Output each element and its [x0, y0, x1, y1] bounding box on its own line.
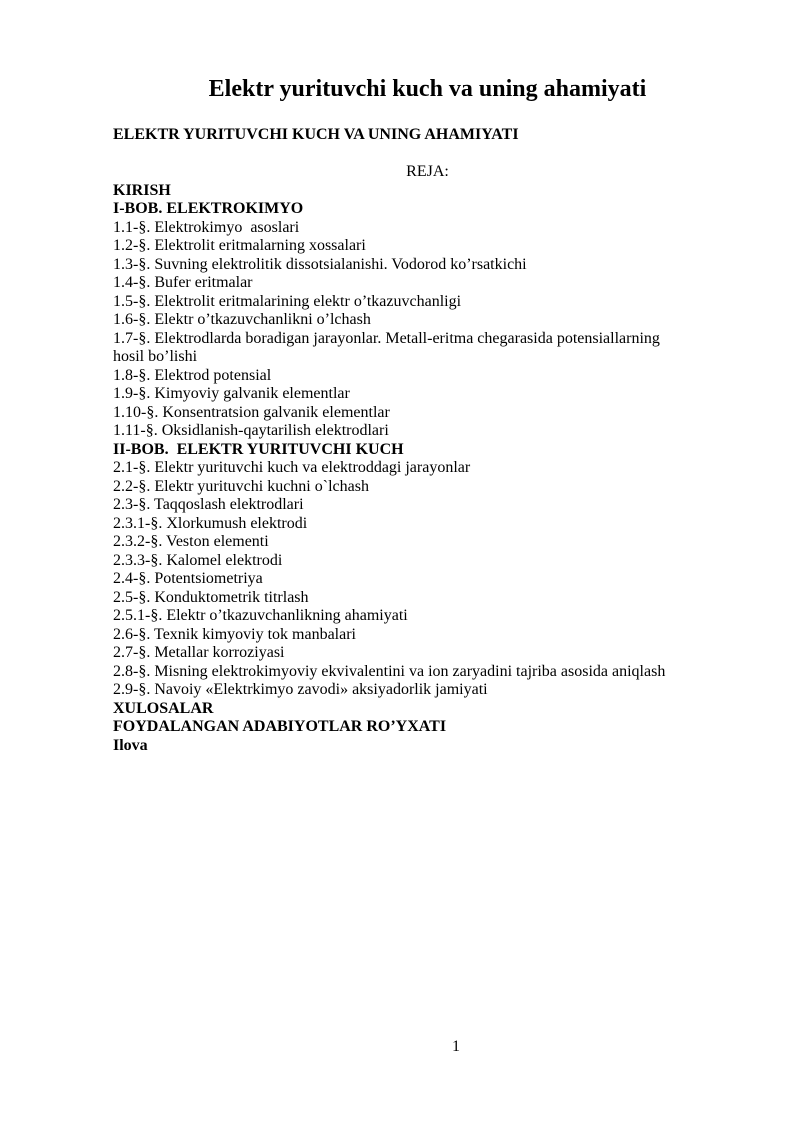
- toc-item: 1.7-§. Elektrodlarda boradigan jarayonlar. Metall-eritma chegarasida potensiallarning hosil bo’lishi: [113, 329, 664, 365]
- toc-item: 2.7-§. Metallar korroziyasi: [113, 644, 285, 661]
- toc-item: 1.3-§. Suvning elektrolitik dissotsialanishi. Vodorod ko’rsatkichi: [113, 255, 527, 273]
- toc-item: 2.3-§. Taqqoslash elektrodlari: [113, 496, 304, 513]
- document-title: Elektr yurituvchi kuch va uning ahamiyati: [208, 76, 647, 102]
- toc-item: 2.9-§. Navoiy «Elektrkimyo zavodi» aksiyadorlik jamiyati: [113, 681, 488, 698]
- toc-item: 2.1-§. Elektr yurituvchi kuch va elektroddagi jarayonlar: [113, 459, 471, 476]
- toc-item: 2.5-§. Konduktometrik titrlash: [113, 588, 309, 606]
- toc-item: 1.9-§. Kimyoviy galvanik elementlar: [113, 385, 350, 402]
- toc-item: 2.3.3-§. Kalomel elektrodi: [113, 551, 283, 569]
- document-heading: ELEKTR YURITUVCHI KUCH VA UNING AHAMIYATI: [113, 126, 519, 143]
- toc-item: Ilova: [113, 736, 148, 754]
- toc-list: [113, 182, 685, 756]
- toc-item: II-BOB. ELEKTR YURITUVCHI KUCH: [113, 440, 404, 458]
- toc-item: 1.6-§. Elektr o’tkazuvchanlikni o’lchash: [113, 311, 371, 328]
- toc-item: 1.11-§. Oksidlanish-qaytarilish elektrodlari: [113, 422, 389, 439]
- toc-item: 1.5-§. Elektrolit eritmalarining elektr o’tkazuvchanligi: [113, 292, 462, 310]
- toc-item: 2.2-§. Elektr yurituvchi kuchni o`lchash: [113, 477, 369, 495]
- toc-item: 1.10-§. Konsentratsion galvanik elementlar: [113, 403, 390, 421]
- toc-item: 1.1-§. Elektrokimyo asoslari: [113, 218, 300, 236]
- toc-item: FOYDALANGAN ADABIYOTLAR RO’YXATI: [113, 718, 447, 735]
- toc-item: 1.2-§. Elektrolit eritmalarning xossalari: [113, 237, 366, 254]
- toc-item: 2.8-§. Misning elektrokimyoviy ekvivalentini va ion zaryadini tajriba asosida aniqlash: [113, 662, 666, 680]
- toc-item: I-BOB. ELEKTROKIMYO: [113, 200, 304, 217]
- toc-item: 2.3.1-§. Xlorkumush elektrodi: [113, 514, 308, 532]
- toc-item: 1.8-§. Elektrod potensial: [113, 366, 272, 384]
- toc-item: KIRISH: [113, 181, 171, 199]
- page-number: 1: [452, 1038, 460, 1055]
- document-body: [113, 0, 685, 755]
- toc-item: 2.5.1-§. Elektr o’tkazuvchanlikning ahamiyati: [113, 607, 408, 624]
- toc-item: 1.4-§. Bufer eritmalar: [113, 274, 253, 291]
- toc-item: 2.4-§. Potentsiometriya: [113, 570, 263, 587]
- toc-item: 2.6-§. Texnik kimyoviy tok manbalari: [113, 625, 356, 643]
- toc-item: 2.3.2-§. Veston elementi: [113, 533, 269, 550]
- toc-item: XULOSALAR: [113, 699, 214, 717]
- plan-label: REJA:: [406, 163, 449, 180]
